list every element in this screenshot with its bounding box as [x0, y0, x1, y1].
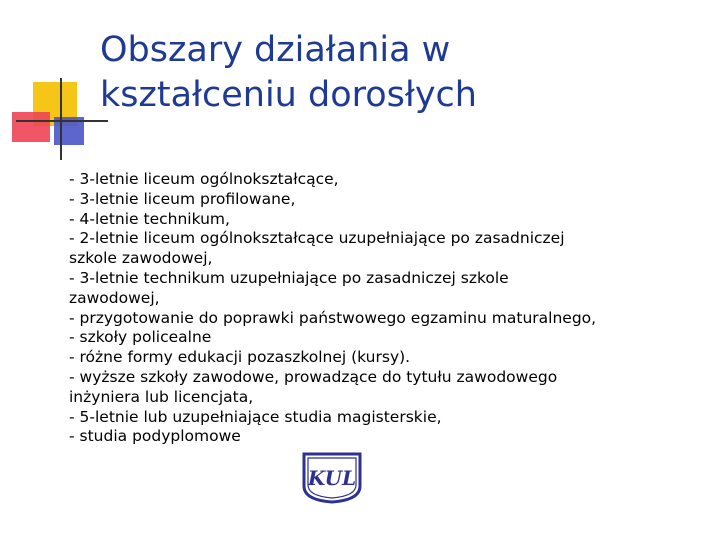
list-item: - 3-letnie technikum uzupełniające po zasadniczej szkole	[69, 268, 509, 287]
education-areas-list	[69, 170, 709, 447]
list-item: - studia podyplomowe	[69, 427, 241, 446]
list-item: szkole zawodowej,	[69, 249, 213, 268]
list-item: - szkoły policealne	[69, 328, 212, 347]
kul-logo	[301, 452, 363, 504]
slide-title	[100, 28, 700, 118]
list-item: - różne formy edukacji pozaszkolnej (kursy).	[69, 348, 411, 367]
list-item: - 2-letnie liceum ogólnokształcące uzupełniające po zasadniczej	[69, 229, 565, 248]
list-item: - 3-letnie liceum ogólnokształcące,	[69, 170, 339, 188]
svg-text:KUL: KUL	[307, 466, 357, 490]
list-item: zawodowej,	[69, 288, 160, 307]
list-item: - 3-letnie liceum profilowane,	[69, 189, 296, 208]
list-item: - 4-letnie technikum,	[69, 209, 230, 228]
list-item: - wyższe szkoły zawodowe, prowadzące do tytułu zawodowego	[69, 367, 558, 386]
decorative-vertical-line	[60, 78, 62, 160]
slide-title-line-2: kształceniu dorosłych	[100, 75, 477, 115]
decorative-horizontal-line	[16, 120, 108, 122]
list-item: - przygotowanie do poprawki państwowego egzaminu maturalnego,	[69, 308, 597, 327]
list-item: - 5-letnie lub uzupełniające studia magisterskie,	[69, 407, 442, 426]
slide-title-line-1: Obszary działania w	[100, 30, 451, 70]
list-item: inżyniera lub licencjata,	[69, 387, 254, 406]
decorative-red-square	[12, 112, 50, 142]
